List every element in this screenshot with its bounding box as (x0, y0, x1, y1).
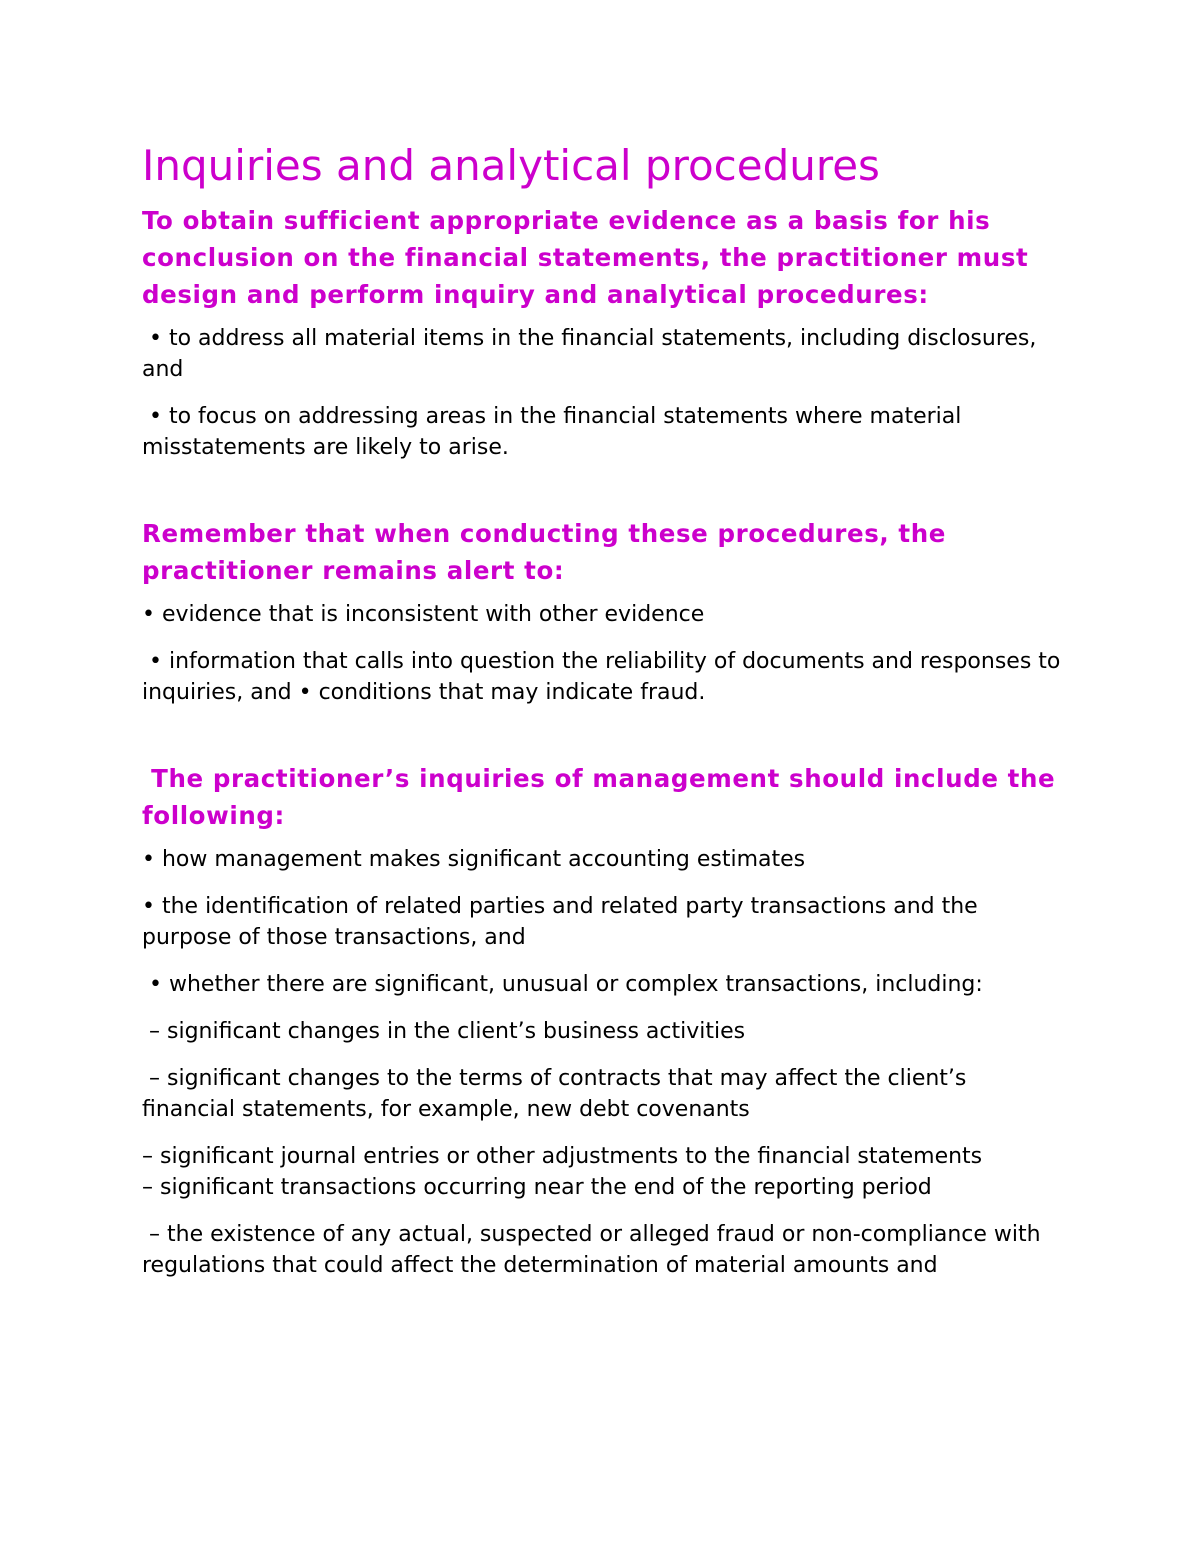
dash-paragraph: – the existence of any actual, suspected or alleged fraud or non-compliance with regulations that could affect the determination of material amounts and (142, 1222, 1048, 1278)
section-heading: Remember that when conducting these procedures, the practitioner remains alert to: (142, 519, 956, 585)
bullet-paragraph: • how management makes significant accounting estimates (142, 847, 806, 872)
spacer (142, 463, 1062, 515)
section-heading: To obtain sufficient appropriate evidence as a basis for his conclusion on the financial statements, the practitioner must design and perform inquiry and analytical procedures: (142, 206, 1038, 309)
dash-paragraph: – significant changes to the terms of contracts that may affect the client’s financial statements, for example, new debt covenants (142, 1066, 974, 1122)
section-management-inquiries (142, 760, 1065, 1281)
bullet-paragraph: • information that calls into question the reliability of documents and responses to inquiries, and • conditions that may indicate fraud. (142, 649, 1068, 705)
section-heading: The practitioner’s inquiries of management should include the following: (142, 764, 1065, 830)
bullet-paragraph: • whether there are significant, unusual or complex transactions, including: (142, 972, 983, 997)
document-page (142, 140, 1068, 1281)
dash-paragraph: – significant journal entries or other adjustments to the financial statements (142, 1144, 983, 1169)
bullet-paragraph: • to focus on addressing areas in the financial statements where material misstatements are likely to arise. (142, 404, 969, 460)
dash-paragraph: – significant transactions occurring near the end of the reporting period (142, 1175, 932, 1200)
dash-paragraph: – significant changes in the client’s business activities (142, 1019, 746, 1044)
bullet-paragraph: • to address all material items in the financial statements, including disclosures, and (142, 326, 1044, 382)
spacer (142, 708, 1062, 760)
bullet-paragraph: • the identification of related parties and related party transactions and the purpose of those transactions, and (142, 894, 985, 950)
document-title: Inquiries and analytical procedures (142, 141, 880, 190)
section-remain-alert (142, 515, 1068, 708)
bullet-paragraph: • evidence that is inconsistent with other evidence (142, 602, 705, 627)
section-evidence-basis (142, 202, 1062, 463)
